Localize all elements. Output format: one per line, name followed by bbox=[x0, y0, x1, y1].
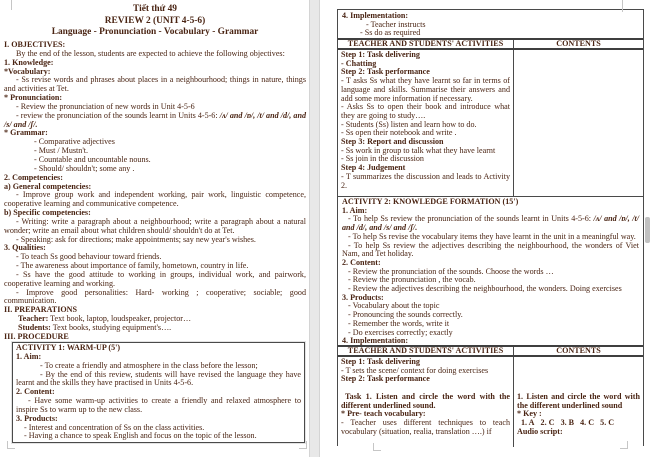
text-line: b) Specific competencies: bbox=[4, 208, 91, 218]
text-line: Step 3: Report and discussion bbox=[341, 137, 444, 147]
margin-crop-mark bbox=[7, 441, 15, 449]
text-line: a) General competencies: bbox=[4, 181, 92, 191]
text-line: - review the pronunciation of the sounds learnt in Units 4-5-6: /ʌ/ and /ɒ/, /t/ and /d/, and /s/ and /ʃ/. bbox=[4, 110, 306, 129]
text-line: - Writing: write a paragraph about a neighbourhood; write a paragraph about a natural wonder; write an email about what children should/ shouldn't do at Tet. bbox=[4, 216, 306, 235]
text-line: - Ss work in group to talk what they have learnt bbox=[341, 145, 496, 155]
text-line: - Ss open their notebook and write . bbox=[341, 128, 457, 138]
text-line: - Chatting bbox=[341, 58, 377, 68]
text-line: - Do exercises correctly; exactly bbox=[348, 327, 453, 337]
text-line: - By the end of this review, students will have revised the language they have learnt and the skills they have practised in Units 4-5-6. bbox=[16, 369, 301, 388]
text-line: 1. Listen and circle the word with the different underlined sound bbox=[517, 392, 640, 410]
table-row bbox=[338, 357, 643, 447]
text-line: - Must / Mustn't. bbox=[34, 146, 89, 156]
text-line: Step 4: Judgement bbox=[341, 163, 406, 173]
text-line: Step 1: Task delivering bbox=[341, 50, 420, 59]
contents-cell bbox=[514, 357, 643, 447]
text-line: - Review the pronunciation of new words in Unit 4-5-6 bbox=[16, 101, 195, 111]
text-line: - Vocabulary about the topic bbox=[348, 301, 440, 311]
text-line: - Teacher instructs bbox=[366, 19, 426, 29]
document-title bbox=[5, 4, 305, 39]
implementation-section bbox=[338, 10, 643, 38]
table-row bbox=[338, 50, 643, 197]
text-line: By the end of the lesson, students are expected to achieve the following objectives: bbox=[16, 48, 285, 58]
text-line: ACTIVITY 1: WARM-UP (5') bbox=[16, 343, 121, 352]
text-line: 3. Products: bbox=[342, 292, 384, 302]
text-line: 2. Competencies: bbox=[4, 172, 63, 182]
margin-crop-mark bbox=[622, 0, 623, 12]
margin-crop-mark bbox=[620, 441, 628, 449]
text-line: Step 2: Task performance bbox=[341, 67, 430, 77]
activities-header-cell: TEACHER AND STUDENTS' ACTIVITIES bbox=[338, 40, 514, 48]
text-line: 3. Products: bbox=[16, 413, 58, 423]
table-header-row-2 bbox=[338, 345, 643, 357]
text-line: 4. Implementation: bbox=[342, 11, 409, 20]
text-line: - Teacher uses different techniques to teach vocabulary (situation, realia, translation ….) if bbox=[341, 417, 510, 436]
text-line: II. PREPARATIONS bbox=[4, 305, 78, 315]
page-gutter bbox=[309, 0, 320, 457]
text-line: - Ss do as required bbox=[360, 28, 421, 38]
table-header-row-1 bbox=[338, 38, 643, 50]
text-line: - T asks Ss what they have learnt so far in terms of language and skills. Summarise their answers and add some more information if necessary. bbox=[341, 76, 510, 103]
text-line: * Pronunciation: bbox=[4, 93, 63, 103]
text-line: - To help Ss revise the vocabulary items they have learnt in the unit in a meaningful way. bbox=[348, 231, 636, 241]
text-line: * Grammar: bbox=[4, 128, 48, 138]
text-line: 1. Knowledge: bbox=[4, 57, 54, 67]
text-line: - Asks Ss to open their book and introduce what they are going to study…. bbox=[341, 102, 510, 120]
text-line: * Key : bbox=[517, 409, 542, 419]
text-line: Step 1: Task delivering bbox=[341, 357, 420, 366]
text-line: - The awareness about importance of family, hometown, country in life. bbox=[16, 261, 249, 271]
text-line: - Students (Ss) listen and learn how to do. bbox=[341, 119, 477, 129]
text-line: 2. Content: bbox=[342, 257, 381, 267]
text-line: - To create a friendly and atmosphere in the class before the lesson; bbox=[40, 360, 258, 370]
procedure-table bbox=[337, 9, 644, 446]
text-line: - Interest and concentration of Ss on the class activities. bbox=[24, 422, 205, 432]
text-line: Students: Text books, studying equipment's…. bbox=[18, 323, 172, 332]
text-line: - Ss join in the discussion bbox=[341, 154, 424, 164]
text-line: - To help Ss review the adjectives describing the neighbourhood, the wonders of Viet Nam, and Tet holiday. bbox=[342, 240, 639, 259]
text-line: - Review the pronunciation , the vocab. bbox=[348, 275, 476, 285]
text-line: Teacher: Text book, laptop, loudspeaker, projector… bbox=[18, 314, 192, 324]
text-line: Task 1. Listen and circle the word with the different underlined sound. bbox=[341, 391, 510, 410]
text-line: - Comparative adjectives bbox=[34, 137, 115, 147]
contents-cell bbox=[514, 50, 643, 196]
activity-2-section bbox=[338, 197, 643, 345]
text-line: I. OBJECTIVES: bbox=[4, 40, 66, 49]
text-line: Step 2: Task performance bbox=[341, 374, 430, 384]
text-line: 2. Content: bbox=[16, 387, 55, 397]
activities-cell bbox=[338, 357, 514, 447]
page-left bbox=[0, 0, 309, 457]
text-line: 3. Qualities: bbox=[4, 243, 46, 253]
text-line: - Remember the words, write it bbox=[348, 318, 450, 328]
activities-cell bbox=[338, 50, 514, 196]
text-line: - Having a chance to speak English and focus on the topic of the lesson. bbox=[24, 431, 257, 441]
text-line: *Vocabulary: bbox=[4, 66, 51, 76]
text-line: - Improve good personalities: Hard- working ; cooperative; sociable; good communication. bbox=[4, 287, 306, 306]
text-line: - Ss have the good attitude to working in groups, individual work, and pairwork, cooperative learning and working. bbox=[4, 269, 306, 288]
text-line: - Should/ shouldn't; some any . bbox=[34, 163, 135, 173]
text-line: 1. Aim: bbox=[16, 351, 42, 361]
text-line: Tiết thứ 49 bbox=[133, 4, 177, 14]
text-line: - T summarizes the discussion and leads to Activity 2. bbox=[341, 171, 510, 190]
activity-1-box bbox=[12, 342, 305, 443]
text-line: 4. Implementation: bbox=[342, 336, 409, 345]
text-line: - Ss revise words and phrases about places in a neighbourhood; things in nature, things and activities at Tet. bbox=[4, 75, 306, 94]
text-line: REVIEW 2 (UNIT 4-5-6) bbox=[104, 15, 206, 26]
scrollbar-thumb[interactable] bbox=[645, 217, 650, 243]
text-line: ACTIVITY 2: KNOWLEDGE FORMATION (15') bbox=[342, 197, 519, 206]
text-line: - Review the pronunciation of the sounds. Choose the words … bbox=[348, 266, 554, 276]
text-line: Language - Pronunciation - Vocabulary - Grammar bbox=[51, 27, 259, 38]
text-line: - Have some warm-up activities to create a friendly and relaxed atmosphere to inspire Ss to warm up to the new class. bbox=[16, 396, 301, 414]
page-right bbox=[320, 0, 650, 457]
margin-crop-mark bbox=[373, 443, 381, 451]
text-line: III. PROCEDURE bbox=[4, 331, 69, 341]
text-line: - Countable and uncountable nouns. bbox=[34, 154, 151, 164]
text-line: - Review the adjectives describing the neighbourhood, the wonders. Doing exercises bbox=[348, 284, 622, 294]
margin-crop-mark bbox=[299, 441, 307, 449]
text-line: - To help Ss review the pronunciation of the sounds learnt in Units 4-5-6: /ʌ/ and /ɒ/, /t/ and /d/, and /s/ and /ʃ/. bbox=[342, 214, 639, 233]
activities-header-cell: TEACHER AND STUDENTS' ACTIVITIES bbox=[338, 347, 514, 355]
text-line: - Speaking: ask for directions; make appointments; say new year's wishes. bbox=[16, 234, 256, 244]
text-line: Audio script: bbox=[517, 426, 563, 436]
text-line: - To teach Ss good behaviour toward friends. bbox=[16, 252, 162, 262]
contents-header-cell: CONTENTS bbox=[556, 345, 601, 355]
text-line: - Pronouncing the sounds correctly. bbox=[348, 310, 463, 320]
margin-crop-mark bbox=[11, 0, 12, 10]
text-line: 1. A 2. C 3. B 4. C 5. C bbox=[521, 418, 615, 428]
text-line: * Pre- teach vocabulary: bbox=[341, 409, 426, 419]
text-line: - T sets the scene/ context for doing exercises bbox=[341, 365, 489, 375]
text-line: 1. Aim: bbox=[342, 205, 368, 215]
contents-header-cell: CONTENTS bbox=[556, 38, 601, 48]
objectives-section bbox=[4, 41, 306, 342]
text-line: - Improve group work and independent working, pair work, linguistic competence, cooperative learning and communicative competence. bbox=[4, 190, 306, 209]
